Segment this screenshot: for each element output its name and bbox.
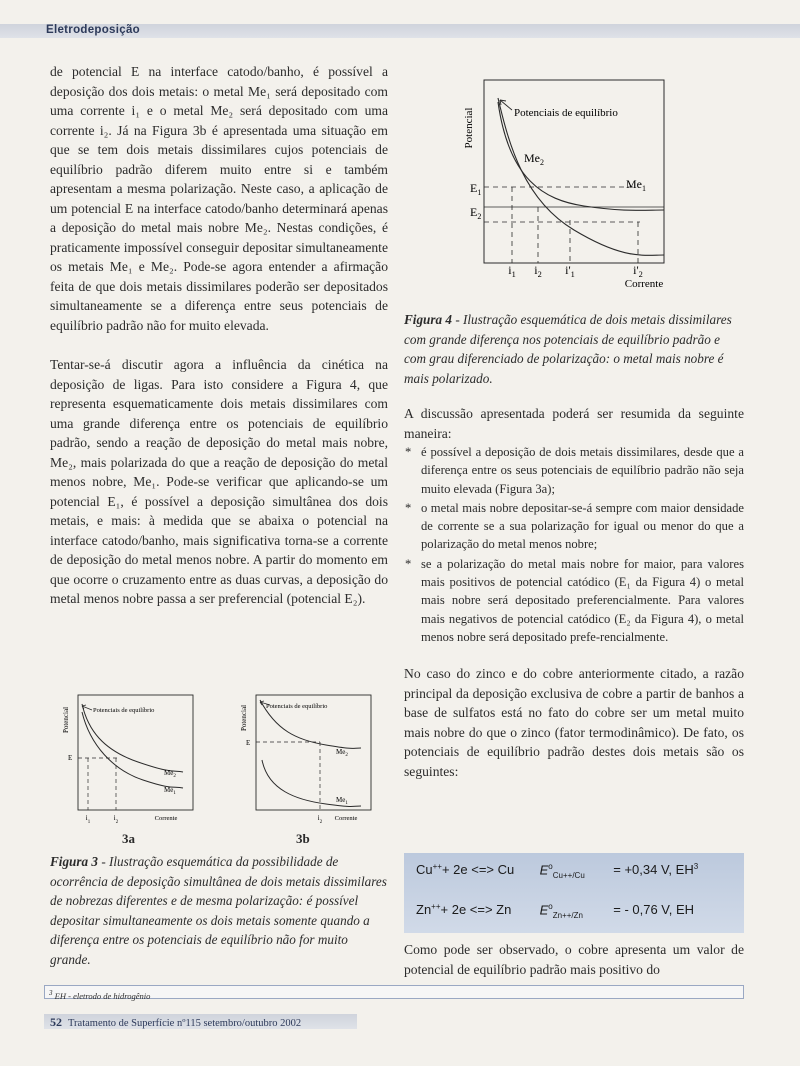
tick-label: $i_2$: [534, 263, 542, 279]
fig4-y-axis-label: Potencial: [463, 107, 475, 149]
summary-intro: A discussão apresentada poderá ser resumida da seguinte maneira:: [404, 406, 744, 441]
fig3b-x-ticks: [318, 814, 323, 825]
fig4-x-ticks: [508, 263, 643, 279]
fig3a-annotation: Potenciais de equilíbrio: [93, 707, 155, 714]
tick-label: $i_1$: [508, 263, 516, 279]
fig3a-y-axis-label: Potencial: [62, 706, 70, 734]
tick-label: $i'_2$: [633, 263, 643, 279]
tick-label: $i'_1$: [565, 263, 575, 279]
tick-label: $i_1$: [85, 814, 91, 825]
figure-3a-label: 3a: [122, 831, 135, 846]
equations-box: [404, 853, 744, 933]
section-title: Eletrodeposição: [46, 24, 140, 36]
fig3b-y-axis-label: Potencial: [240, 704, 248, 732]
page-number: 52: [50, 1015, 62, 1029]
fig4-curve-me1: $Me_1$: [626, 177, 646, 193]
list-item: * o metal mais nobre depositar-se-á sempre com maior densidade de corrente se a sua polarização for igual ou menor do que a polarização do metal menos nobre;: [404, 499, 744, 554]
figure-3b-label: 3b: [296, 831, 310, 846]
equation-copper: Cu+++ 2e <=> Cu $E^o_{Cu++/Cu} = +0,34$ V, $EH^3$: [416, 862, 699, 880]
fig3a-x-ticks: [86, 814, 119, 825]
fig3b-curve-me2: $Me_2$: [336, 748, 348, 758]
tick-label: $i_2$: [317, 814, 323, 825]
footer: [50, 1015, 301, 1030]
paragraph-1: de potencial E na interface catodo/banho, é possível a deposição dos dois metais: o metal Me₁ será depositado com uma corrente i₁ e o metal Me₂ será depositado com uma corrente i₂. Já na Figura 3b é apresentada uma situação em que se tem dois metais dissimilares cujos potenciais de equilíbrio padrão diferem muito entre si e também apresentam a mesma polarização. Neste caso, a aplicação de um potencial E na interface catodo/banho determinará apenas a deposição do metal mais nobre Me₂. Nestas condições, é praticamente impossível conseguir depositar simultaneamente os metais Me₁ e Me₂. Pode-se agora entender a afirmação feita de que dois metais dissimilares poderão ser depositados simultaneamente se a diferença entre seus potenciais de equilíbrio padrão não for muito elevada.: [50, 64, 388, 333]
fig3a-e-label: E: [68, 754, 73, 762]
paragraph-2: Tentar-se-á discutir agora a influência da cinética na deposição de ligas. Para isto considere a Figura 4, que representa esquematicamente dois metais dissimilares com uma grande diferença entre os potenciais de equilíbrio padrão, sendo a reação de deposição do metal mais nobre, Me₂, mais polarizada do que a reação de deposição do metal menos nobre, Me₁. Pode-se verificar que aplicando-se um potencial E₁, é possível a deposição simultânea dos dois metais, e mais: à medida que se abaixa o potencial na interface catodo/banho, mais significativa torna-se a corrente de deposição do metal menos nobre. A partir do momento em que ocorre o cruzamento entre as duas curvas, a deposição do metal menos nobre passa a ser preferencial (potencial E₂).: [50, 357, 388, 606]
fig3a-curve-me1: $Me_1$: [164, 786, 176, 796]
list-item: * se a polarização do metal mais nobre for maior, para valores mais positivos de potencial catódico (E₁ da Figura 4) o metal mais nobre será depositado preferencialmente. Para valores mais negativos de potencial catódico (E₂ da Figura 4), o metal menos nobre será depositado prefe-rencialmente.: [404, 555, 744, 646]
left-column: [50, 62, 388, 609]
fig3b-x-axis-label: Corrente: [334, 815, 358, 822]
fig3a-curve-me2: $Me_2$: [164, 769, 176, 779]
fig4-curve-me2: $Me_2$: [524, 151, 544, 167]
fig3a-x-axis-label: Corrente: [154, 815, 178, 822]
summary-list: [404, 443, 744, 646]
figure-4-caption: Figura 4 - Ilustração esquemática de dois metais dissimilares com grande diferença nos potenciais de equilíbrio padrão e com grau diferenciado de polarização: o metal mais nobre é mais polarizado.: [404, 312, 732, 386]
footnote: $^3$ EH - eletrodo de hidrogênio: [44, 985, 744, 999]
figure-3a-chart: [58, 690, 198, 825]
fig4-x-axis-label: Corrente: [624, 278, 664, 290]
paragraph-4: Como pode ser observado, o cobre apresenta um valor de potencial de equilíbrio padrão mais positivo do: [404, 942, 744, 977]
fig3b-annotation: Potenciais de equilíbrio: [266, 703, 328, 710]
equation-zinc: Zn+++ 2e <=> Zn $E^o_{Zn++/Zn}$ = - 0,76 V, EH: [416, 902, 695, 920]
fig4-e2-label: $E_2$: [470, 205, 482, 221]
paragraph-3: No caso do zinco e do cobre anteriormente citado, a razão principal da deposição exclusiva de cobre a partir de banhos a base de sulfatos está no fato do cobre ser um metal muito mais nobre do que o zinco (fator termodinâmico). De fato, os potenciais de equilíbrio padrão destes dois metais são os seguintes:: [404, 666, 744, 779]
paragraph-4-wrap: [404, 940, 744, 979]
fig4-annotation: Potenciais de equilíbrio: [514, 107, 618, 119]
list-item: * é possível a deposição de dois metais dissimilares, desde que a diferença entre os seus potenciais de equilíbrio padrão não seja muito elevada (Figura 3a);: [404, 443, 744, 498]
figure-4-chart: [454, 70, 714, 295]
fig3b-curve-me1: $Me_1$: [336, 796, 348, 806]
figure-3-caption: Figura 3 - Ilustração esquemática da possibilidade de ocorrência de deposição simultânea de dois metais dissimilares de nobrezas diferentes e de mesma polarização: é possível depositar simultaneamente os dois metais somente quando a diferença entre os potenciais de equilíbrio não for muito grande.: [50, 854, 387, 967]
right-column: [404, 404, 744, 781]
tick-label: $i_2$: [113, 814, 119, 825]
footer-text: Tratamento de Superfície nº115 setembro/outubro 2002: [68, 1018, 302, 1029]
fig3b-e-label: E: [246, 739, 251, 747]
figure-3b-chart: [236, 690, 376, 825]
fig4-e1-label: $E_1$: [470, 181, 482, 197]
